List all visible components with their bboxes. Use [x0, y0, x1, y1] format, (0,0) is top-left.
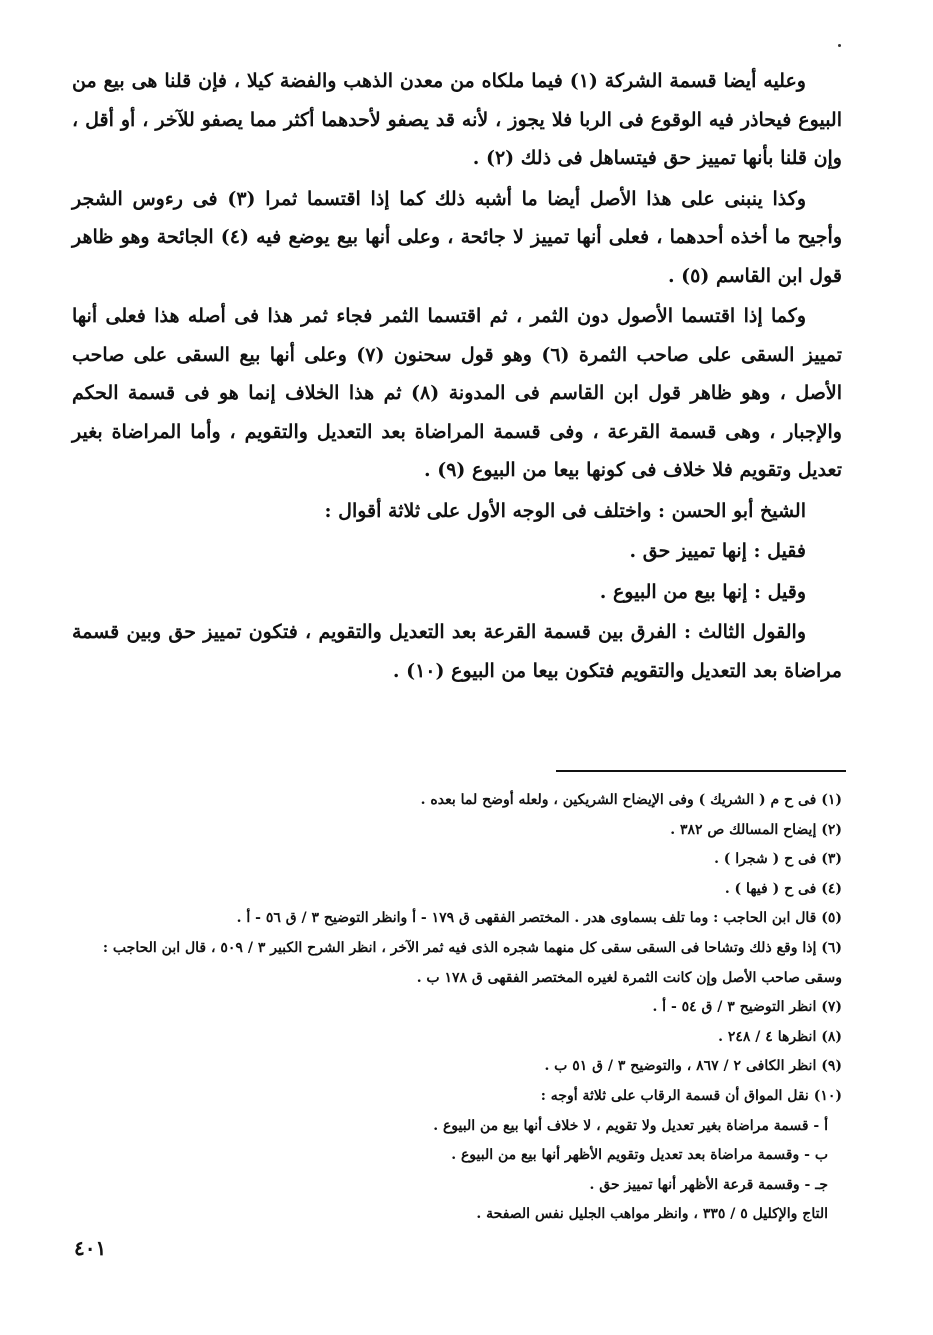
- paragraph-5: فقيل : إنها تمييز حق .: [629, 540, 806, 562]
- footnote-separator: [556, 770, 846, 772]
- scan-mark: [838, 44, 841, 47]
- footnote-5: (٥) قال ابن الحاجب : وما تلف بسماوى هدر . المختصر الفقهى ق ١٧٩ - أ وانظر التوضيح ٣ / ق ٥٦ - أ .: [236, 910, 842, 927]
- footnote-1: (١) فى ح م ( الشريك ) وفى الإيضاح الشريكين ، ولعله أوضح لما بعده .: [420, 792, 842, 808]
- paragraph-7: والقول الثالث : الفرق بين قسمة القرعة بعد التعديل والتقويم ، فتكون تمييز حق وبين قسمة مراضاة بعد التعديل والتقويم فتكون بيعا من البيوع (١٠) .: [72, 621, 842, 682]
- footnote-9: (٩) انظر الكافى ٢ / ٨٦٧ ، والتوضيح ٣ / ق ٥١ ب .: [544, 1058, 842, 1075]
- paragraph-6: وقيل : إنها بيع من البيوع .: [599, 580, 806, 603]
- paragraph-2: وكذا ينبنى على هذا الأصل أيضا ما أشبه ذلك كما إذا اقتسما ثمرا (٣) فى رءوس الشجر وأجيح ما أخذه أحدهما ، فعلى أنها تمييز لا جائحة ، وعلى أنها بيع يوضع فيه (٤) الجائحة وهو ظاهر قول ابن القاسم (٥) .: [72, 187, 842, 287]
- footnote-10-item-a: أ - قسمة مراضاة بغير تعديل ولا تقويم ، لا خلاف أنها بيع من البيوع .: [433, 1117, 828, 1134]
- paragraph-3: وكما إذا اقتسما الأصول دون الثمر ، ثم اقتسما الثمر فجاء ثمر هذا فى أصله هذا فعلى أنها تمييز السقى على صاحب الثمرة (٦) وهو قول سحنون (٧) وعلى أنها بيع السقى على صاحب الأصل ، وهو ظاهر قول ابن القاسم فى المدونة (٨) ثم هذا الخلاف إنما هو فى قسمة الحكم والإجبار ، وهى قسمة القرعة ، وفى قسمة المراضاة بعد التعديل والتقويم ، وأما المراضاة بغير تعديل وتقويم فلا خلاف فى كونها بيعا من البيوع (٩) .: [72, 305, 843, 481]
- footnote-10-item-b: ب - وقسمة مراضاة بعد تعديل وتقويم الأظهر أنها بيع من البيوع .: [451, 1147, 828, 1164]
- footnote-7: (٧) انظر التوضيح ٣ / ق ٥٤ - أ .: [652, 999, 842, 1016]
- page-number: ٤٠١: [74, 1236, 107, 1260]
- paragraph-1: وعليه أيضا قسمة الشركة (١) فيما ملكاه من معدن الذهب والفضة كيلا ، فإن قلنا هى بيع من البيوع فيحاذر فيه الوقوع فى الربا فلا يجوز ، لأنه قد يصفو لأحدهما أكثر مما يصفو للآخر ، أو أقل ، وإن قلنا بأنها تمييز حق فيتساهل فى ذلك (٢) .: [72, 70, 842, 169]
- footnote-6: (٦) إذا وقع ذلك وتشاحا فى السقى سقى كل منهما شجره الذى فيه ثمر الآخر ، انظر الشرح الكبير ٣ / ٥٠٩ ، قال ابن الحاجب : وسقى صاحب الأصل وإن كانت الثمرة لغيره المختصر الفقهى ق ١٧٨ ب .: [102, 939, 842, 986]
- footnote-2: (٢) إيضاح المسالك ص ٣٨٢ .: [670, 821, 842, 838]
- footnote-3: (٣) فى ح ( شجرا ) .: [714, 851, 842, 868]
- main-text: [72, 62, 842, 692]
- footnotes: [72, 786, 842, 1230]
- paragraph-4: الشيخ أبو الحسن : واختلف فى الوجه الأول على ثلاثة أقوال :: [324, 499, 806, 522]
- footnote-10-item-c: جـ - وقسمة قرعة الأظهر أنها تمييز حق .: [589, 1176, 828, 1193]
- footnote-10-source: التاج والإكليل ٥ / ٣٣٥ ، وانظر مواهب الجليل نفس الصفحة .: [476, 1206, 828, 1223]
- footnote-4: (٤) فى ح ( فيها ) .: [724, 880, 842, 897]
- footnote-8: (٨) انظرها ٤ / ٢٤٨ .: [718, 1028, 842, 1045]
- footnote-10: (١٠) نقل المواق أن قسمة الرقاب على ثلاثة أوجه :: [540, 1087, 842, 1104]
